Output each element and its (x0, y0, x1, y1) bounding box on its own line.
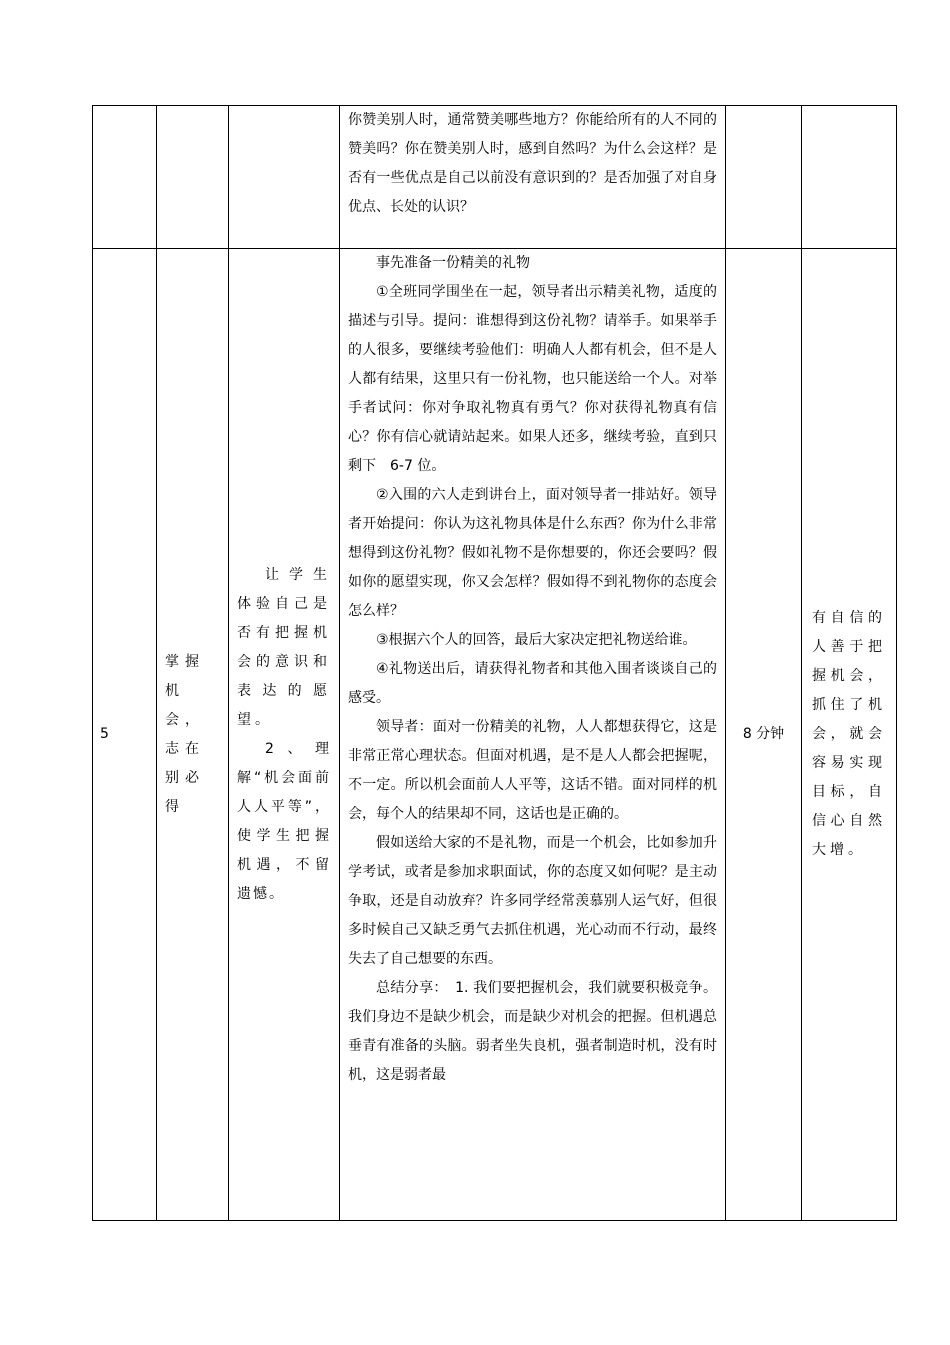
notes-cell (802, 249, 897, 1221)
activity-title: 掌握机会，志在别必得 (165, 653, 205, 815)
content-paragraph: 假如送给大家的不是礼物，而是一个机会，比如参加升学考试，或者是参加求职面试，你的态度又如何呢？是主动争取，还是自动放弃？许多同学经常羡慕别人运气好，但很多时候自己又缺乏勇气去抓住机遇，光心动而不行动，最终失去了自己想要的东西。 (348, 835, 717, 967)
content-cell (340, 106, 726, 249)
objective-paragraph: 2、理解“机会面前人人平等”，使学生把握机遇，不留遗憾。 (237, 740, 331, 902)
content-paragraph: 你赞美别人时，通常赞美哪些地方？你能给所有的人不同的赞美吗？你在赞美别人时，感到自然吗？为什么会这样？是否有一些优点是自己以前没有意识到的？是否加强了对自身优点、长处的认识？ (348, 112, 717, 215)
notes-cell (802, 106, 897, 249)
content-paragraph: 领导者：面对一份精美的礼物，人人都想获得它，这是非常正常心理状态。但面对机遇，是不是人人都会把握呢，不一定。所以机会面前人人平等，这话不错。面对同样的机会，每个人的结果却不同，这话也是正确的。 (348, 719, 717, 822)
table-row (93, 249, 897, 1221)
objective-cell (229, 249, 340, 1221)
content-paragraph: ③根据六个人的回答，最后大家决定把礼物送给谁。 (376, 632, 697, 648)
content-paragraph: 总结分享： 1. 我们要把握机会，我们就要积极竞争。我们身边不是缺少机会，而是缺少对机会的把握。但机遇总垂青有准备的头脑。弱者坐失良机，强者制造时机，没有时机，这是弱者最 (348, 980, 717, 1083)
content-paragraph: 事先准备一份精美的礼物 (376, 255, 530, 271)
lesson-plan-table (92, 105, 897, 1221)
number-cell (93, 106, 157, 249)
content-paragraph: ④礼物送出后，请获得礼物者和其他入围者谈谈自己的感受。 (348, 661, 717, 706)
table-row (93, 106, 897, 249)
number-cell: 5 (93, 249, 157, 1221)
content-paragraph: ①全班同学围坐在一起，领导者出示精美礼物，适度的描述与引导。提问：谁想得到这份礼物？请举手。如果举手的人很多，要继续考验他们：明确人人都有机会，但不是人人都有结果，这里只有一份礼物，也只能送给一个人。对举手者试问：你对争取礼物真有勇气？你对获得礼物真有信心？你有信心就请站起来。如果人还多，继续考验，直到只剩下 6-7 位。 (348, 284, 717, 474)
content-cell (340, 249, 726, 1221)
time-cell: 8 分钟 (726, 249, 802, 1221)
title-cell (157, 249, 229, 1221)
title-cell (157, 106, 229, 249)
content-paragraph: ②入围的六人走到讲台上，面对领导者一排站好。领导者开始提问：你认为这礼物具体是什么东西？你为什么非常想得到这份礼物？假如礼物不是你想要的，你还会要吗？假如你的愿望实现，你又会怎样？假如得不到礼物你的态度会怎么样？ (348, 487, 717, 619)
time-cell (726, 106, 802, 249)
objective-paragraph: 让学生体验自己是否有把握机会的意识和表达的愿望。 (237, 566, 331, 728)
objective-cell (229, 106, 340, 249)
notes-text: 有自信的人善于把握机会，抓住了机会，就会容易实现目标，自信心自然大增。 (812, 610, 886, 858)
